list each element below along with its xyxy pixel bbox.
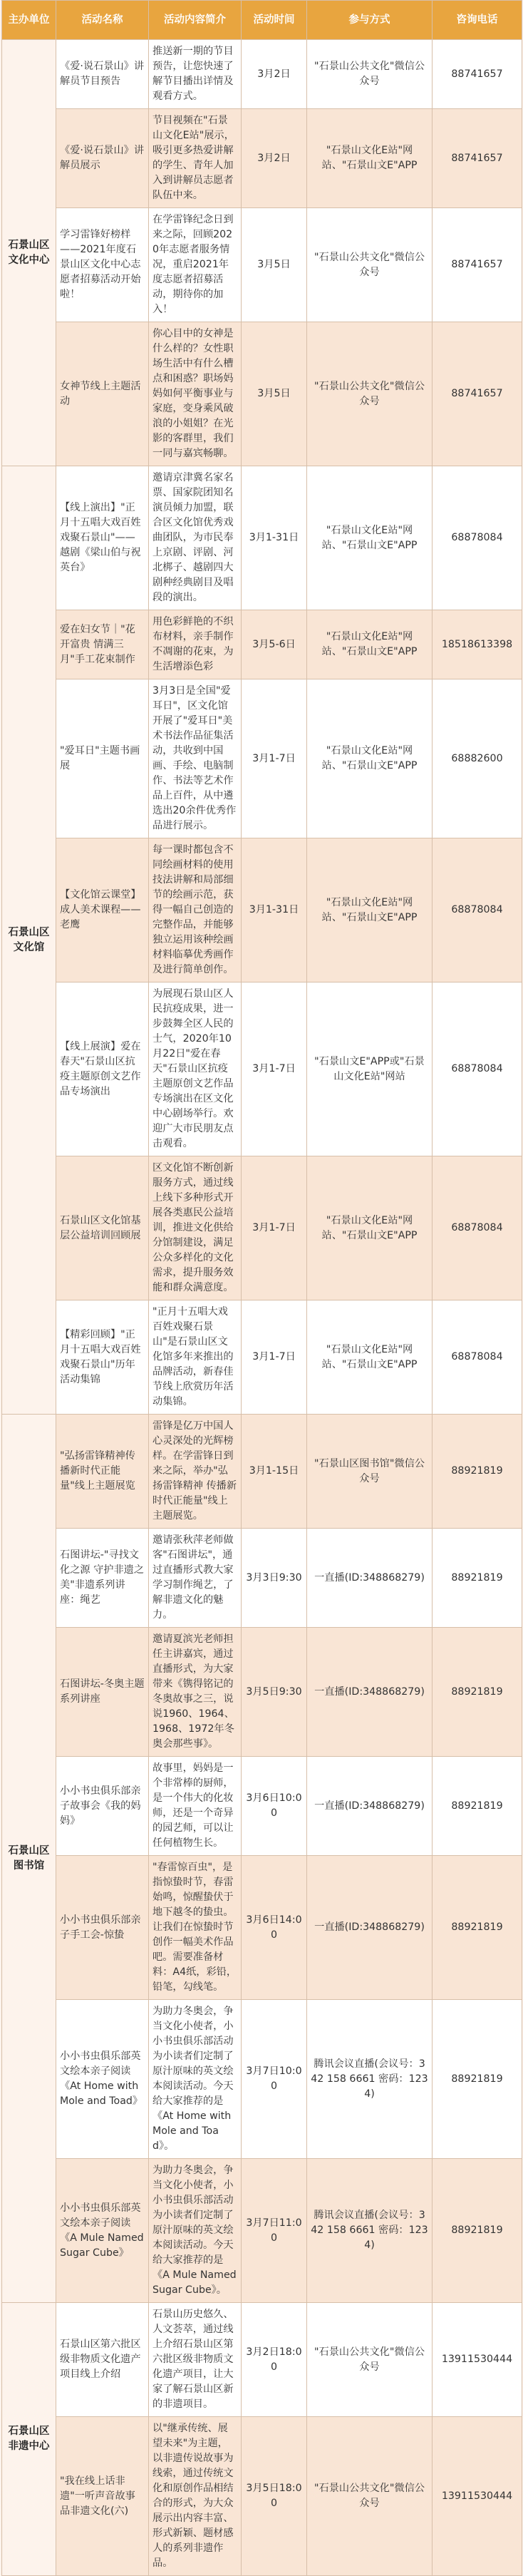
header-phone: 咨询电话 (433, 1, 522, 40)
activity-intro-cell: 你心目中的女神是什么样的？女性职场生活中有什么槽点和困惑？职场妈妈如何平衡事业与家庭，变身乘风破浪的小姐姐？在光影的客群里，我们一同与嘉宾畅聊。 (149, 322, 242, 466)
activity-time-cell: 3月7日10:00 (242, 2000, 307, 2159)
organizer-cell: 石景山区图书馆 (2, 1415, 56, 2303)
activity-intro-cell: 在学雷锋纪念日到来之际，回顾2020年志愿者服务情况，重启2021年度志愿者招募活动，期待你的加入！ (149, 208, 242, 322)
activity-intro-cell: "春雷惊百虫"，是指惊蛰时节，春雷始鸣，惊醒蛰伏于地下越冬的蛰虫。让我们在惊蛰时节创作一幅美术作品吧。需要准备材料：A4纸，彩铅，铅笔，勾线笔。 (149, 1856, 242, 2000)
table-header-row (2, 1, 522, 40)
table-row (2, 1628, 522, 1757)
table-row (2, 610, 522, 679)
activity-intro-cell: 每一课时都包含不同绘画材料的使用技法讲解和局部细节的绘画示范，获得一幅自己创造的完整作品，并能够独立运用该种绘画材料临摹优秀画作及进行简单创作。 (149, 838, 242, 982)
participation-cell: "石景山文化E站"网站、"石景山文E"APP (307, 1156, 433, 1300)
organizer-cell: 石景山区非遗中心 (2, 2303, 56, 2576)
table-row (2, 838, 522, 982)
activity-name-cell: 石景山区第六批区级非物质文化遗产项目线上介绍 (56, 2303, 149, 2417)
activity-time-cell: 3月6日10:00 (242, 1757, 307, 1856)
activity-name-cell: 《爱·说石景山》讲解员节目预告 (56, 40, 149, 109)
activity-intro-cell: 为助力冬奥会，争当文化小使者，小小书虫俱乐部活动为小读者们定制了原汁原味的英文绘本阅读活动。今天给大家推荐的是《A Mule Named Sugar Cube》。 (149, 2159, 242, 2303)
table-body (2, 40, 522, 2576)
participation-cell: 一直播(ID:348868279) (307, 1757, 433, 1856)
participation-cell: 一直播(ID:348868279) (307, 1529, 433, 1628)
activity-name-cell: "爱耳日"主题书画展 (56, 679, 149, 838)
phone-cell: 88921819 (433, 1628, 522, 1757)
phone-cell: 13911530444 (433, 2303, 522, 2417)
phone-cell: 68878084 (433, 838, 522, 982)
activity-time-cell: 3月1-31日 (242, 838, 307, 982)
participation-cell: "石景山区图书馆"微信公众号 (307, 1415, 433, 1529)
table-row (2, 2000, 522, 2159)
participation-cell: "石景山文化E站"网站、"石景山文E"APP (307, 109, 433, 208)
phone-cell: 68878084 (433, 1300, 522, 1415)
activity-intro-cell: 邀请京津冀名家名票、国家院团知名演员倾力加盟，联合区文化馆优秀戏曲团队，为市民奉上京剧、评剧、河北梆子、越剧四大剧种经典剧目及唱段的演出。 (149, 466, 242, 610)
participation-cell: 腾讯会议直播(会议号：342 158 6661 密码：1234) (307, 2000, 433, 2159)
phone-cell: 88921819 (433, 1757, 522, 1856)
phone-cell: 88741657 (433, 109, 522, 208)
phone-cell: 88921819 (433, 1529, 522, 1628)
activity-name-cell: 【线上演出】"正月十五唱大戏百姓戏聚石景山"——越剧《梁山伯与祝英台》 (56, 466, 149, 610)
table-row (2, 208, 522, 322)
phone-cell: 88921819 (433, 2000, 522, 2159)
phone-cell: 68878084 (433, 466, 522, 610)
table-row (2, 1300, 522, 1415)
participation-cell: 腾讯会议直播(会议号：342 158 6661 密码：1234) (307, 2159, 433, 2303)
participation-cell: 一直播(ID:348868279) (307, 1856, 433, 2000)
phone-cell: 88741657 (433, 40, 522, 109)
participation-cell: "石景山文化E站"网站、"石景山文E"APP (307, 679, 433, 838)
activity-name-cell: 石图讲坛-"寻找文化之源 守护非遗之美"非遗系列讲座：绳艺 (56, 1529, 149, 1628)
participation-cell: "石景山公共文化"微信公众号 (307, 2303, 433, 2417)
activity-intro-cell: 为助力冬奥会，争当文化小使者，小小书虫俱乐部活动为小读者们定制了原汁原味的英文绘本阅读活动。今天给大家推荐的是《At Home with Mole and Toad》。 (149, 2000, 242, 2159)
participation-cell: "石景山文化E站"网站、"石景山文E"APP (307, 466, 433, 610)
activity-name-cell: 石景山区文化馆基层公益培训回顾展 (56, 1156, 149, 1300)
table-row (2, 679, 522, 838)
header-activity-intro: 活动内容简介 (149, 1, 242, 40)
activity-intro-cell: 故事里，妈妈是一个非常棒的厨师，是一个伟大的化妆师，还是一个奇异的园艺师，可以让任何植物生长。 (149, 1757, 242, 1856)
activity-time-cell: 3月3日9:30 (242, 1529, 307, 1628)
activity-time-cell: 3月7日11:00 (242, 2159, 307, 2303)
activity-name-cell: 【文化馆云课堂】成人美术课程——老鹰 (56, 838, 149, 982)
participation-cell: 一直播(ID:348868279) (307, 1628, 433, 1757)
activity-intro-cell: 3月3日是全国"爱耳日"，区文化馆开展了"爱耳日"美术书法作品征集活动，共收到中国画、手绘、电脑制作、书法等艺术作品上百件，从中遴选出20余件优秀作品进行展示。 (149, 679, 242, 838)
activity-name-cell: 【线上展演】爱在春天"石景山区抗疫主题原创文艺作品专场演出 (56, 982, 149, 1156)
table-row (2, 1529, 522, 1628)
activity-time-cell: 3月2日 (242, 109, 307, 208)
activity-intro-cell: 节目视频在"石景山文化E站"展示，吸引更多热爱讲解的学生、青年人加入到讲解员志愿者队伍中来。 (149, 109, 242, 208)
activity-time-cell: 3月2日18:00 (242, 2303, 307, 2417)
activity-time-cell: 3月5日18:00 (242, 2417, 307, 2576)
table-row (2, 109, 522, 208)
table-row (2, 2159, 522, 2303)
participation-cell: "石景山公共文化"微信公众号 (307, 208, 433, 322)
table-row (2, 466, 522, 610)
table-row (2, 322, 522, 466)
participation-cell: "石景山公共文化"微信公众号 (307, 40, 433, 109)
activity-name-cell: 小小书虫俱乐部亲子手工会-惊蛰 (56, 1856, 149, 2000)
phone-cell: 88921819 (433, 2159, 522, 2303)
activity-time-cell: 3月5-6日 (242, 610, 307, 679)
activity-name-cell: 【精彩回顾】"正月十五唱大戏百姓戏聚石景山"历年活动集锦 (56, 1300, 149, 1415)
activity-time-cell: 3月1-31日 (242, 466, 307, 610)
activity-time-cell: 3月5日 (242, 208, 307, 322)
participation-cell: "石景山文化E站"网站、"石景山文E"APP (307, 1300, 433, 1415)
phone-cell: 88741657 (433, 322, 522, 466)
activity-time-cell: 3月1-7日 (242, 982, 307, 1156)
activity-intro-cell: 用色彩鲜艳的不织布材料，亲手制作不凋谢的花束，为生活增添色彩 (149, 610, 242, 679)
table-row (2, 982, 522, 1156)
activity-name-cell: 学习雷锋好榜样——2021年度石景山区文化中心志愿者招募活动开始啦！ (56, 208, 149, 322)
phone-cell: 88921819 (433, 1415, 522, 1529)
activity-intro-cell: 区文化馆不断创新服务方式，通过线上线下多种形式开展各类惠民公益培训，推进文化供给分馆制建设，满足公众多样化的文化需求，提升服务效能和群众满意度。 (149, 1156, 242, 1300)
activity-time-cell: 3月1-7日 (242, 679, 307, 838)
activity-intro-cell: "正月十五唱大戏 百姓戏聚石景山"是石景山区文化馆多年来推出的品牌活动，新春佳节线上欣赏历年活动集锦。 (149, 1300, 242, 1415)
phone-cell: 88921819 (433, 1856, 522, 2000)
activity-name-cell: 小小书虫俱乐部英文绘本亲子阅读《At Home with Mole and Toad》 (56, 2000, 149, 2159)
activity-intro-cell: 雷锋是亿万中国人心灵深处的光辉榜样。在学雷锋日到来之际，举办"弘扬雷锋精神 传播新时代正能量"线上主题展览。 (149, 1415, 242, 1529)
activity-name-cell: 爱在妇女节｜"花开富贵 情满三月"手工花束制作 (56, 610, 149, 679)
activity-intro-cell: 推送新一期的节目预告，让您快速了解节目播出详情及观看方式。 (149, 40, 242, 109)
activity-name-cell: "弘扬雷锋精神传播新时代正能量"线上主题展览 (56, 1415, 149, 1529)
activity-time-cell: 3月1-15日 (242, 1415, 307, 1529)
table-row (2, 1856, 522, 2000)
activity-name-cell: 石图讲坛-冬奥主题系列讲座 (56, 1628, 149, 1757)
activity-intro-cell: 以"继承传统、展望未来"为主题，以非遗传说故事为线索，通过传统文化和原创作品相结合的形式，为大众展示出内容丰富、形式新颖、题材感人的系列非遗作品。 (149, 2417, 242, 2576)
phone-cell: 68878084 (433, 982, 522, 1156)
phone-cell: 68882600 (433, 679, 522, 838)
activity-time-cell: 3月6日14:00 (242, 1856, 307, 2000)
activity-time-cell: 3月1-7日 (242, 1156, 307, 1300)
activity-intro-cell: 为展现石景山区人民抗疫成果，进一步鼓舞全区人民的士气，2020年10月22日"爱在春天"石景山区抗疫主题原创文艺作品专场演出在区文化中心剧场举行。欢迎广大市民朋友点击观看。 (149, 982, 242, 1156)
activity-intro-cell: 邀请夏滨光老师担任主讲嘉宾，通过直播形式，为大家带来《镌得铭记的冬奥故事之三，说说1960、1964、1968、1972年冬奥会那些事》。 (149, 1628, 242, 1757)
organizer-cell: 石景山区文化中心 (2, 40, 56, 466)
header-activity-name: 活动名称 (56, 1, 149, 40)
activity-intro-cell: 石景山历史悠久、人文荟萃，通过线上介绍石景山区第六批区级非物质文化遗产项目，让大家了解石景山区新的非遗项目。 (149, 2303, 242, 2417)
activity-name-cell: 女神节线上主题活动 (56, 322, 149, 466)
activity-intro-cell: 邀请张秋萍老师做客"石图讲坛"，通过直播形式教大家学习制作绳艺，了解非遗文化的魅力。 (149, 1529, 242, 1628)
participation-cell: "石景山公共文化"微信公众号 (307, 322, 433, 466)
phone-cell: 18518613398 (433, 610, 522, 679)
header-organizer: 主办单位 (2, 1, 56, 40)
header-activity-time: 活动时间 (242, 1, 307, 40)
participation-cell: "石景山公共文化"微信公众号 (307, 2417, 433, 2576)
activity-time-cell: 3月5日9:30 (242, 1628, 307, 1757)
table-row (2, 1757, 522, 1856)
phone-cell: 88741657 (433, 208, 522, 322)
table-row (2, 40, 522, 109)
table-row (2, 2417, 522, 2576)
phone-cell: 13911530444 (433, 2417, 522, 2576)
table-row (2, 2303, 522, 2417)
phone-cell: 68878084 (433, 1156, 522, 1300)
participation-cell: "石景山文E"APP或"石景山文化E站"网站 (307, 982, 433, 1156)
activity-name-cell: 小小书虫俱乐部英文绘本亲子阅读《A Mule Named Sugar Cube》 (56, 2159, 149, 2303)
table-row (2, 1156, 522, 1300)
table-row (2, 1415, 522, 1529)
participation-cell: "石景山文化E站"网站、"石景山文E"APP (307, 610, 433, 679)
activity-table (1, 0, 522, 2576)
activity-time-cell: 3月1-7日 (242, 1300, 307, 1415)
activity-name-cell: 小小书虫俱乐部亲子故事会《我的妈妈》 (56, 1757, 149, 1856)
header-participation: 参与方式 (307, 1, 433, 40)
participation-cell: "石景山文化E站"网站、"石景山文E"APP (307, 838, 433, 982)
activity-time-cell: 3月2日 (242, 40, 307, 109)
organizer-cell: 石景山区文化馆 (2, 466, 56, 1415)
activity-time-cell: 3月5日 (242, 322, 307, 466)
activity-name-cell: "我在线上话非遗"一听声音故事品非遗文化(六) (56, 2417, 149, 2576)
activity-name-cell: 《爱·说石景山》讲解员展示 (56, 109, 149, 208)
